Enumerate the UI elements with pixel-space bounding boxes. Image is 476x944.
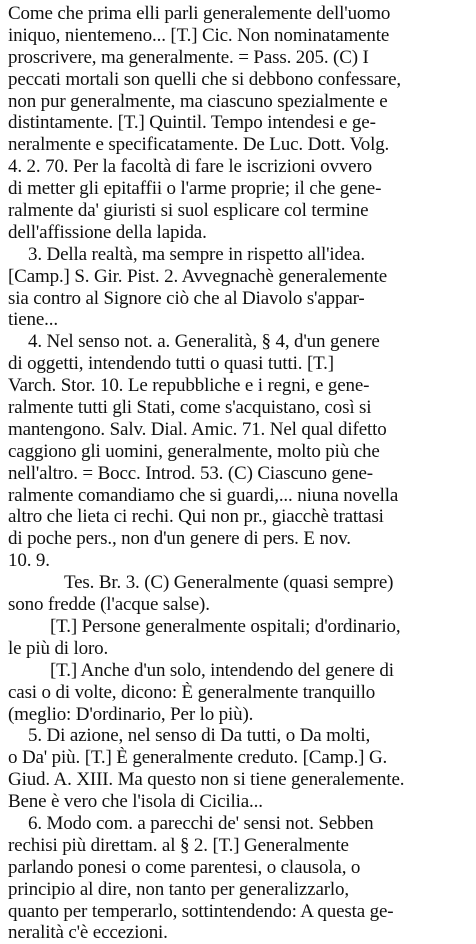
text-line: casi o di volte, dicono: È generalmente tranquillo — [8, 681, 376, 703]
text-line: le più di loro. — [8, 637, 109, 659]
text-line: neralità c'è eccezioni. — [8, 922, 168, 944]
text-line: di oggetti, intendendo tutti o quasi tutti. [T.] — [8, 353, 334, 375]
text-line: quanto per temperarlo, sottintendendo: A questa ge- — [8, 900, 394, 922]
text-line: [T.] Anche d'un solo, intendendo del genere di — [50, 659, 394, 681]
text-line: non pur generalmente, ma ciascuno spezialmente e — [8, 90, 388, 112]
text-line: Bene è vero che l'isola di Cicilia... — [8, 791, 263, 813]
text-line: Giud. A. XIII. Ma questo non si tiene generalemente. — [8, 769, 405, 791]
text-line: peccati mortali son quelli che si debbono confessare, — [8, 68, 402, 90]
text-line: nell'altro. = Bocc. Introd. 53. (C) Ciascuno gene- — [8, 462, 373, 484]
text-line: dell'affissione della lapida. — [8, 221, 207, 243]
text-line: di metter gli epitaffii o l'arme proprie; il che gene- — [8, 178, 382, 200]
section-heading-line: 5. Di azione, nel senso di Da tutti, o Da molti, — [28, 725, 371, 747]
section-heading-line: 6. Modo com. a parecchi de' sensi not. Sebben — [28, 812, 374, 834]
text-line: 10. 9. — [8, 550, 50, 572]
text-line: ralmente tutti gli Stati, come s'acquistano, così si — [8, 397, 372, 419]
text-line: iniquo, nientemeno... [T.] Cic. Non nominatamente — [8, 24, 390, 46]
text-line: Varch. Stor. 10. Le repubbliche e i regni, e gene- — [8, 375, 370, 397]
text-line: 4. 2. 70. Per la facoltà di fare le iscrizioni ovvero — [8, 156, 372, 178]
text-line: [Camp.] S. Gir. Pist. 2. Avvegnachè generalemente — [8, 265, 388, 287]
text-line: tiene... — [8, 309, 58, 331]
text-line: rechisi più direttam. al § 2. [T.] Generalmente — [8, 834, 349, 856]
text-line: ralmente comandiamo che si guardi,... niuna novella — [8, 484, 399, 506]
text-line: principio al dire, non tanto per generalizzarlo, — [8, 878, 349, 900]
text-line: caggiono gli uomini, generalmente, molto più che — [8, 440, 380, 462]
text-line: mantengono. Salv. Dial. Amic. 71. Nel qual difetto — [8, 418, 387, 440]
section-heading-line: 4. Nel senso not. a. Generalità, § 4, d'un genere — [28, 331, 380, 353]
text-line: (meglio: D'ordinario, Per lo più). — [8, 703, 254, 725]
text-line: sia contro al Signore ciò che al Diavolo s'appar- — [8, 287, 365, 309]
text-line: neralmente e specificatamente. De Luc. Dott. Volg. — [8, 134, 390, 156]
text-line: ralmente da' giuristi si suol esplicare col termine — [8, 200, 369, 222]
text-line: Tes. Br. 3. (C) Generalmente (quasi sempre) — [64, 572, 394, 594]
text-line: altro che lieta ci rechi. Qui non pr., giacchè trattasi — [8, 506, 384, 528]
text-line: Come che prima elli parli generalemente dell'uomo — [8, 3, 391, 24]
text-line: o Da' più. [T.] È generalmente creduto. [Camp.] G. — [8, 747, 388, 769]
text-line: proscrivere, ma generalmente. = Pass. 205. (C) I — [8, 46, 369, 68]
text-line: [T.] Persone generalmente ospitali; d'ordinario, — [50, 615, 401, 637]
text-line: distintamente. [T.] Quintil. Tempo intendesi e ge- — [8, 112, 376, 134]
section-heading-line: 3. Della realtà, ma sempre in rispetto all'idea. — [28, 243, 366, 265]
text-line: sono fredde (l'acque salse). — [8, 594, 210, 616]
text-line: parlando ponesi o come parentesi, o clausola, o — [8, 856, 361, 878]
text-line: di poche pers., non d'un genere di pers. E nov. — [8, 528, 351, 550]
